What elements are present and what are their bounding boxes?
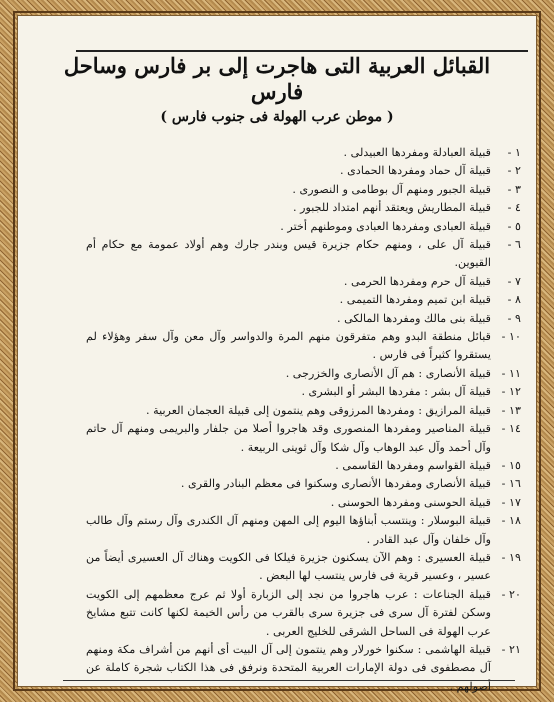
item-text: قبيلة العسيرى : وهم الآن يسكنون جزيرة فيلكا فى الكويت وهناك آل العسيرى أيضاً من عسير ، وعسير قرية فى فارس ينتسب لها البعض . <box>86 550 491 583</box>
item-text: قبيلة المطاريش ويعتقد أنهم امتداد للجبور . <box>292 201 491 215</box>
item-text: قبيلة البوسلار : وينتسب أبناؤها اليوم إلى المهن ومنهم آل الكندرى وآل رستم وآل طالب وآل خلفان وآل عبد القادر . <box>86 514 491 546</box>
item-text: قبيلة الجبور ومنهم آل بوطامى و النصورى . <box>292 182 491 196</box>
list-item <box>86 549 521 586</box>
item-number: ٣ - <box>507 182 521 196</box>
list-item <box>86 291 521 309</box>
list-item <box>86 641 521 696</box>
item-text: قبيلة الجناعات : عرب هاجروا من نجد إلى الزبارة أولا ثم عرج معظمهم إلى الكويت وسكن لفترة آل سرى فى جزيرة سرى بالقرب من رأس الخيمة لكنها كانت تتبع مشايخ عرب الهولة فى الساحل الشرقى للخليج العربى . <box>86 587 491 638</box>
title-top-rule <box>76 50 528 52</box>
list-item <box>86 181 521 199</box>
item-number: ١٣ - <box>501 403 521 417</box>
item-number: ١٦ - <box>501 477 521 491</box>
item-number: ١ - <box>507 146 521 159</box>
item-number: ١٩ - <box>501 550 521 564</box>
list-item <box>86 494 521 512</box>
list-item <box>86 365 521 383</box>
item-number: ٦ - <box>507 238 521 252</box>
item-text: قبيلة العبادى ومفردها العبادى وموطنهم أختر . <box>280 219 491 233</box>
item-number: ٢١ - <box>501 642 521 656</box>
bottom-rule <box>63 680 515 681</box>
page-subtitle: ( موطن عرب الهولة فى جنوب فارس ) <box>160 109 394 125</box>
list-item <box>86 199 521 217</box>
item-number: ١٠ - <box>501 330 521 344</box>
item-number: ١٥ - <box>501 458 521 472</box>
item-text: قبيلة العبادلة ومفردها العبيدلى . <box>343 146 491 159</box>
list-item <box>86 273 521 291</box>
document-page <box>17 15 537 693</box>
item-number: ٧ - <box>507 274 521 288</box>
list-item <box>86 402 521 420</box>
item-number: ٢ - <box>507 164 521 178</box>
item-number: ٩ - <box>507 311 521 325</box>
item-text: قبيلة الحوسنى ومفردها الحوسنى . <box>330 495 491 509</box>
item-text: قبائل منطقة البدو وهم متفرقون منهم المرة والدواسر وآل معن وآل سفر وهؤلاء لم يستقروا كثيراً فى فارس . <box>86 330 491 362</box>
list-item <box>86 310 521 328</box>
list-item <box>86 475 521 493</box>
list-item <box>86 420 521 457</box>
item-number: ١١ - <box>501 366 521 380</box>
item-text: قبيلة المرازيق : ومفردها المرزوقى وهم ينتمون إلى قبيلة العجمان العربية . <box>145 403 491 417</box>
item-text: قبيلة آل بشر : مفردها البشر أو البشرى . <box>301 385 491 399</box>
item-text: قبيلة المناصير ومفردها المنصورى وقد هاجروا أصلا من جلفار والبريمى ومنهم آل حاتم وآل أحمد وآل عبد الوهاب وآل شكا وآل ثوينى الربيعة . <box>86 422 491 454</box>
list-item <box>86 586 521 641</box>
item-number: ٤ - <box>507 201 521 215</box>
list-item <box>86 162 521 180</box>
item-text: قبيلة الأنصارى ومفردها الأنصارى وسكنوا فى معظم البنادر والقرى . <box>180 477 491 491</box>
item-number: ٥ - <box>507 219 521 233</box>
list-item <box>86 236 521 273</box>
item-number: ٨ - <box>507 293 521 307</box>
item-text: قبيلة الهاشمى : سكنوا خورلار وهم ينتمون إلى آل البيت أى أنهم من أشراف مكة ومنهم آل مصطفوى فى دولة الإمارات العربية المتحدة ونرفق فى هذا الكتاب شجرة كاملة عن أصولهم . <box>86 642 491 693</box>
tribe-list <box>86 144 521 696</box>
list-item <box>86 144 521 162</box>
item-text: قبيلة آل حماد ومفردها الحمادى . <box>339 164 491 178</box>
list-item <box>86 328 521 365</box>
list-item <box>86 512 521 549</box>
item-text: قبيلة ابن تميم ومفردها التميمى . <box>339 293 491 307</box>
item-number: ١٤ - <box>501 422 521 436</box>
list-item <box>86 218 521 236</box>
list-item <box>86 383 521 401</box>
item-number: ١٧ - <box>501 495 521 509</box>
page-title: القبائل العربية التى هاجرت إلى بر فارس وساحل فارس <box>63 53 491 104</box>
item-number: ٢٠ - <box>501 587 521 601</box>
item-text: قبيلة آل حرم ومفردها الحرمى . <box>343 274 491 288</box>
item-text: قبيلة القواسم ومفردها القاسمى . <box>335 458 491 472</box>
item-text: قبيلة آل على ، ومنهم حكام جزيرة قيس وبندر جارك وهم أولاد عمومة مع حكام أم القيوين. <box>86 238 492 270</box>
item-number: ١٨ - <box>501 514 521 528</box>
list-item <box>86 457 521 475</box>
item-text: قبيلة بنى مالك ومفردها المالكى . <box>336 311 491 325</box>
item-number: ١٢ - <box>501 385 521 399</box>
item-text: قبيلة الأنصارى : هم آل الأنصارى والخزرجى . <box>285 366 491 380</box>
